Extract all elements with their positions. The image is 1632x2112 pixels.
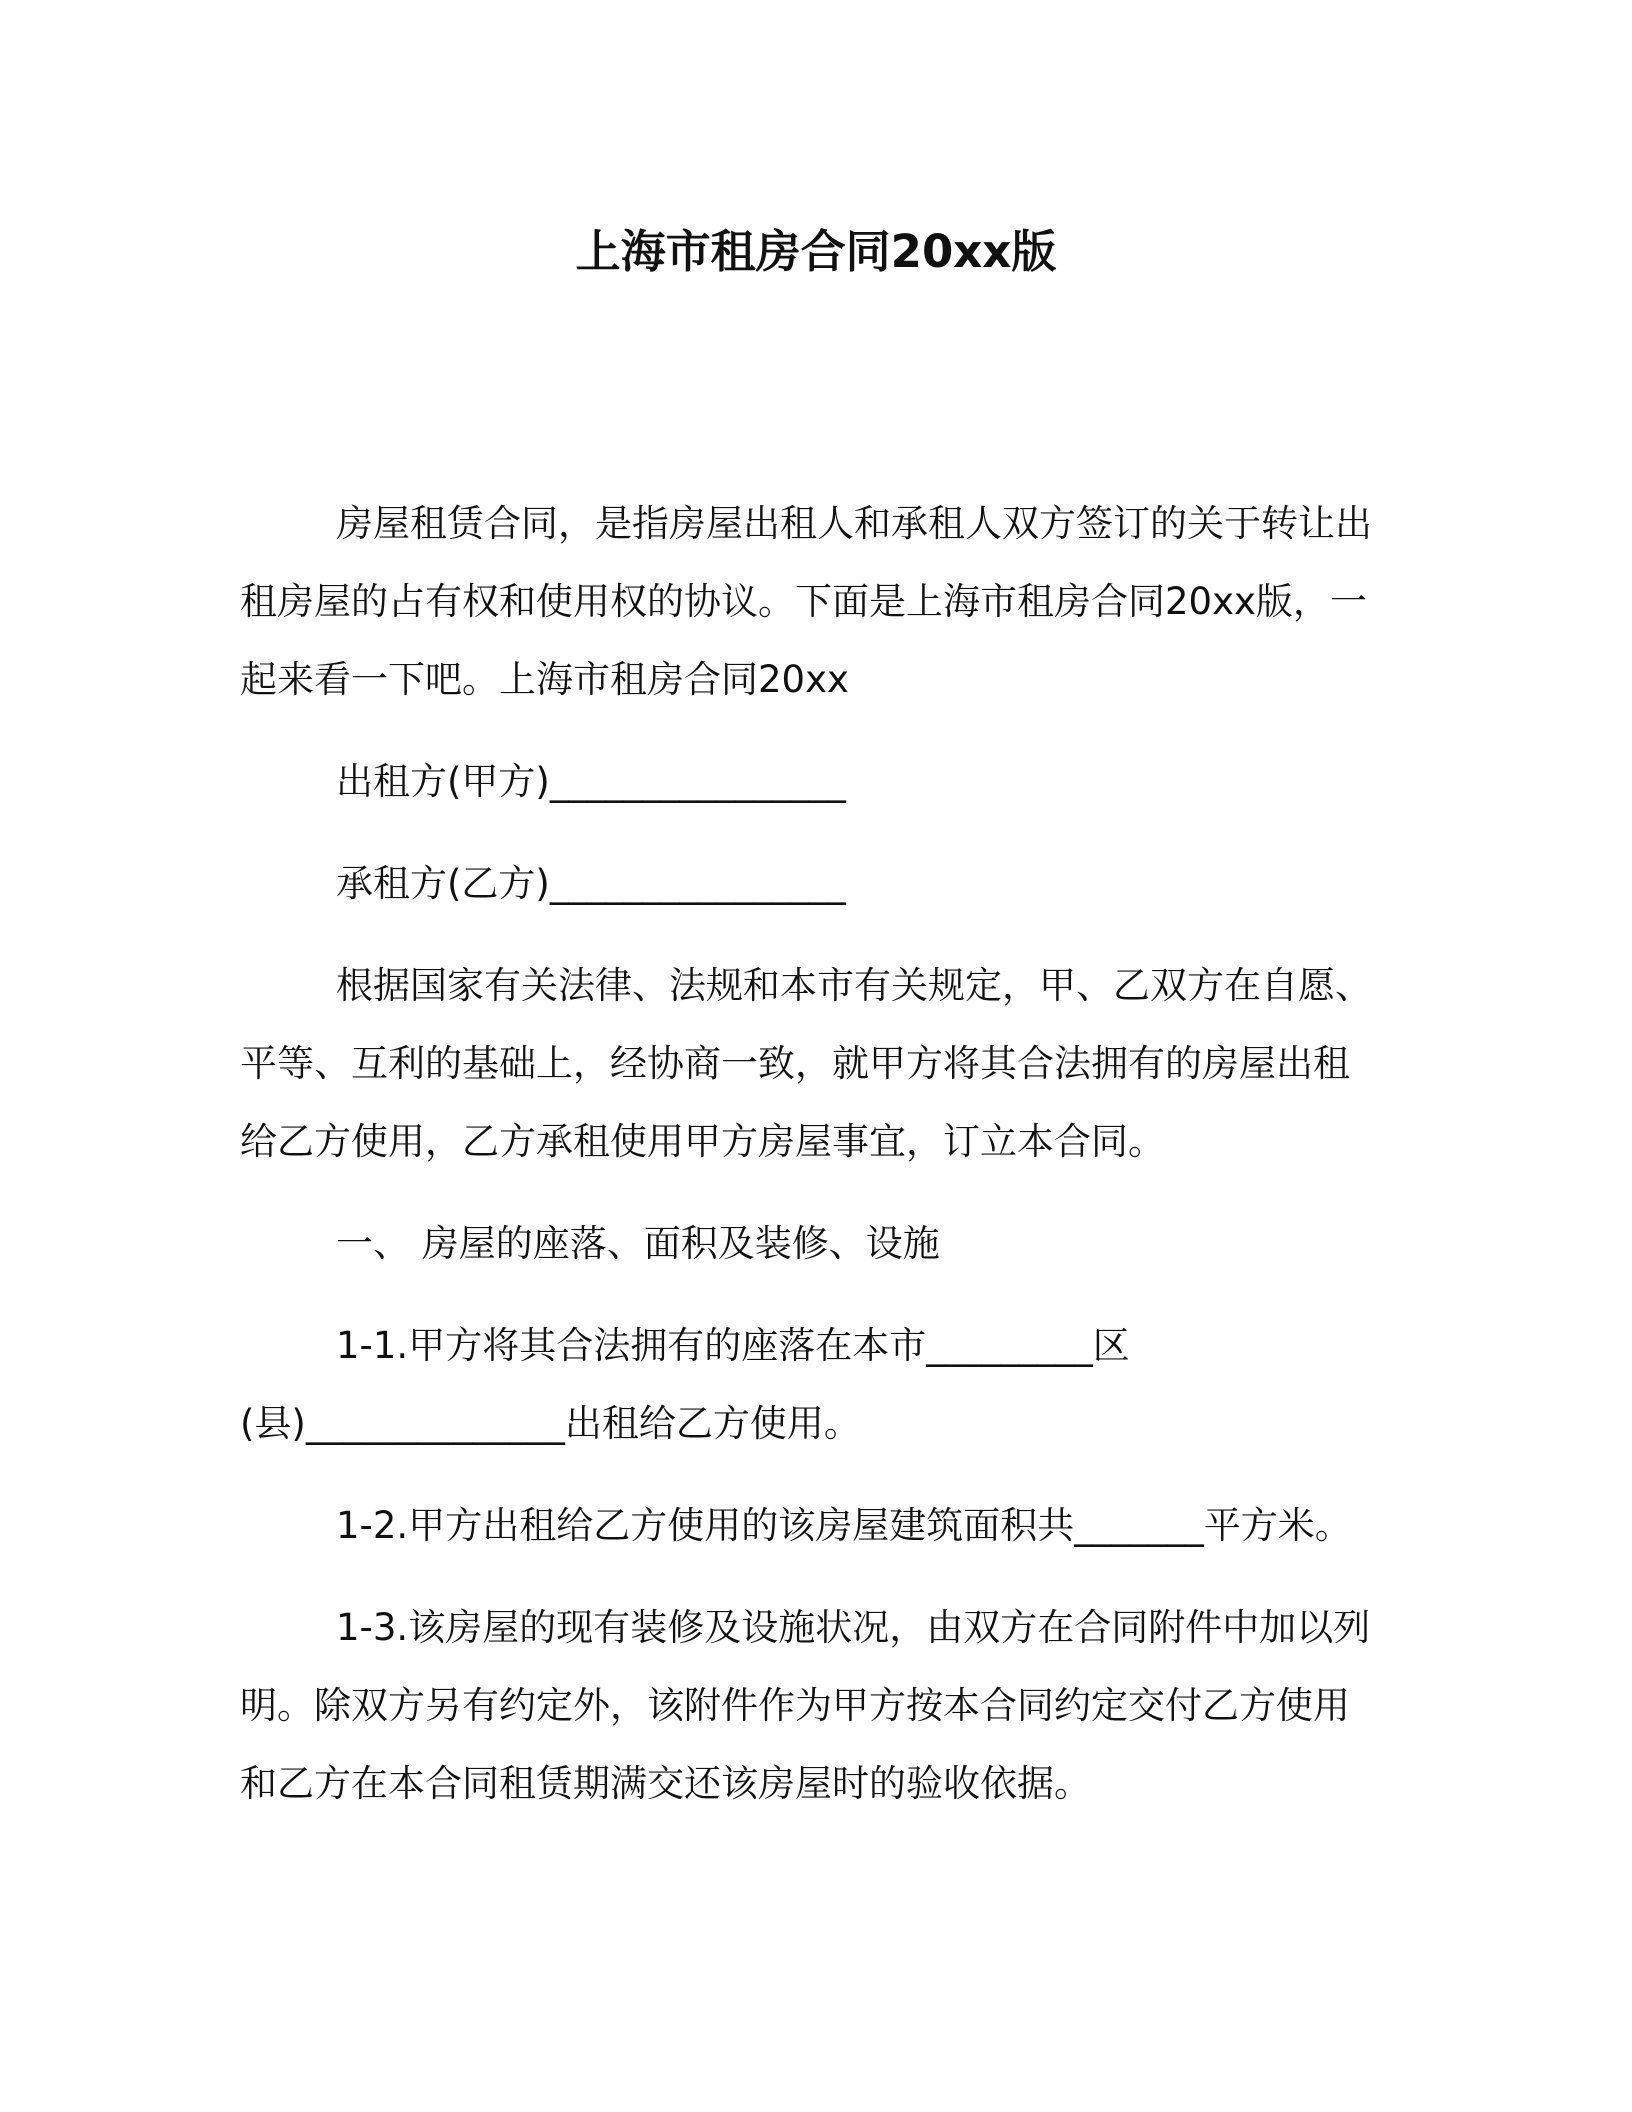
intro-line-1: 房屋租赁合同，是指房屋出租人和承租人双方签订的关于转让出	[336, 502, 1372, 545]
preamble-line-1: 根据国家有关法律、法规和本市有关规定，甲、乙双方在自愿、	[336, 964, 1372, 1007]
clause-1-3-line-3: 和乙方在本合同租赁期满交还该房屋时的验收依据。	[240, 1762, 1091, 1805]
intro-line-3: 起来看一下吧。上海市租房合同20xx	[240, 658, 849, 701]
clause-1-1-line-2: (县)______________出租给乙方使用。	[240, 1402, 861, 1445]
document-title: 上海市租房合同20xx版	[575, 225, 1057, 278]
clause-1-1-line-1: 1-1.甲方将其合法拥有的座落在本市_________区	[336, 1324, 1130, 1367]
preamble-line-2: 平等、互利的基础上，经协商一致，就甲方将其合法拥有的房屋出租	[240, 1042, 1350, 1085]
clause-1-2-line-1: 1-2.甲方出租给乙方使用的该房屋建筑面积共_______平方米。	[336, 1504, 1352, 1547]
lessee-field: 承租方(乙方)________________	[336, 862, 846, 905]
section-1-heading: 一、 房屋的座落、面积及装修、设施	[336, 1222, 940, 1265]
clause-1-3-line-1: 1-3.该房屋的现有装修及设施状况，由双方在合同附件中加以列	[336, 1606, 1371, 1649]
preamble-line-3: 给乙方使用，乙方承租使用甲方房屋事宜，订立本合同。	[240, 1120, 1165, 1163]
lessor-field: 出租方(甲方)________________	[336, 760, 846, 803]
intro-line-2: 租房屋的占有权和使用权的协议。下面是上海市租房合同20xx版，一	[240, 580, 1367, 623]
clause-1-3-line-2: 明。除双方另有约定外，该附件作为甲方按本合同约定交付乙方使用	[240, 1684, 1350, 1727]
